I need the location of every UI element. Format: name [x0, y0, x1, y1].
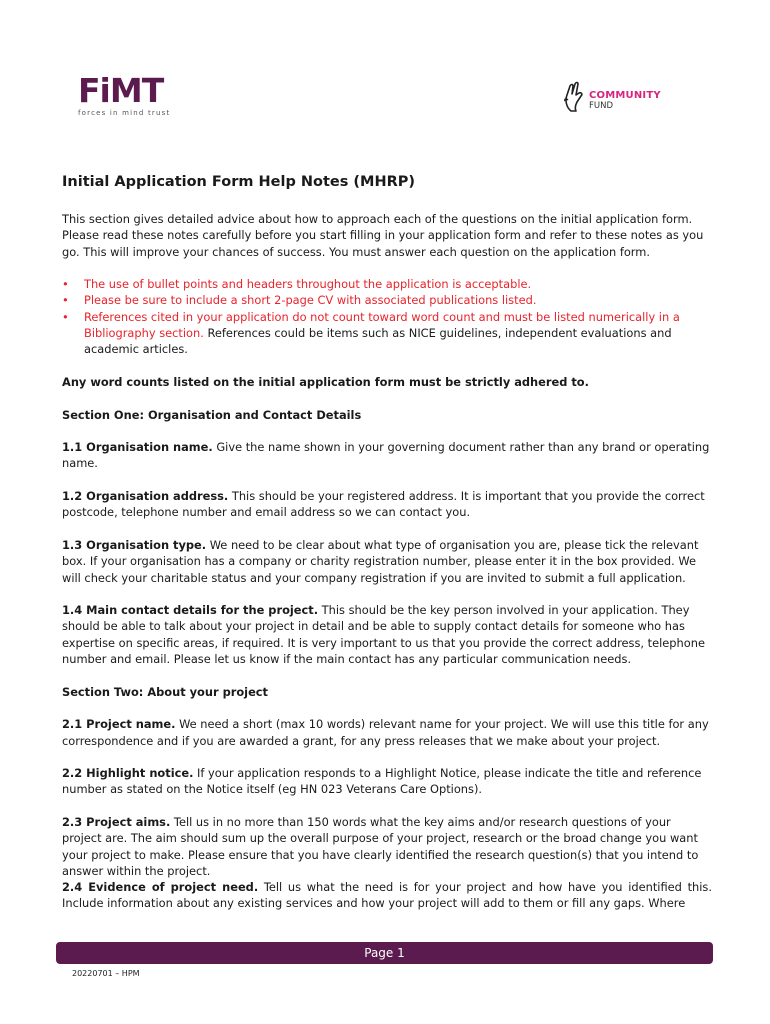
bullet-item — [62, 276, 712, 292]
section-two-heading: Section Two: About your project — [62, 684, 268, 699]
item-2-2 — [62, 765, 712, 798]
bullet-item — [62, 292, 712, 308]
fimt-tagline: forces in mind trust — [78, 109, 171, 117]
item-label: 2.1 Project name. — [62, 717, 176, 732]
item-text: We need a short (max 10 words) relevant name for your project. We will use this title for any correspondence and if you are awarded a grant, for any press releases that we make about your project. — [62, 717, 709, 748]
item-1-3 — [62, 537, 712, 586]
item-text: This should be the key person involved in your application. They should be able to talk about your project in detail and be able to supply contact details for someone who has expertise on specific areas, if required. It is very important to us that you provide the correct address, telephone number and email. Please let us know if the main contact has any particular communication needs. — [62, 603, 705, 667]
item-text: This should be your registered address. It is important that you provide the correct postcode, telephone number and email address so we can contact you. — [62, 489, 705, 520]
item-label: 2.4 Evidence of project need. — [62, 880, 259, 895]
community-fund-text: COMMUNITY — [589, 90, 661, 101]
document-title: Initial Application Form Help Notes (MHRP) — [62, 174, 416, 190]
item-1-2 — [62, 488, 712, 521]
item-2-4 — [62, 879, 712, 912]
bullet-icon: • — [62, 309, 69, 324]
word-count-notice: Any word counts listed on the initial application form must be strictly adhered to. — [62, 374, 589, 389]
item-label: 1.2 Organisation address. — [62, 489, 229, 504]
page-number-bar — [56, 942, 713, 964]
document-code: 20220701 – HPM — [72, 969, 140, 978]
item-text: Tell us in no more than 150 words what the key aims and/or research questions of your project are. The aim should sum up the overall purpose of your project, research or the broad change you want your project to make. Please ensure that you have clearly identified the research question(s) that you intend to answer within the project. — [62, 814, 699, 878]
fimt-logo — [78, 71, 178, 118]
item-label: 2.2 Highlight notice. — [62, 766, 194, 781]
section-one-heading: Section One: Organisation and Contact Details — [62, 407, 362, 422]
item-text: We need to be clear about what type of organisation you are, please tick the relevant box. If your organisation has a company or charity registration number, please enter it in the box provided. We will check your charitable status and your company registration if you are invited to submit a full application. — [62, 537, 699, 585]
community-fund-logo — [562, 80, 682, 116]
item-2-3 — [62, 814, 712, 879]
guidance-bullet-list — [62, 276, 712, 357]
crossed-fingers-icon — [562, 80, 588, 114]
item-text: Give the name shown in your governing document rather than any brand or operating name. — [62, 440, 710, 471]
bullet-text: References cited in your application do not count toward word count and must be listed numerically in a Bibliography section. — [84, 309, 680, 341]
bullet-text: The use of bullet points and headers throughout the application is acceptable. — [84, 277, 532, 292]
item-1-1 — [62, 439, 712, 472]
bullet-text: Please be sure to include a short 2-page CV with associated publications listed. — [84, 293, 537, 308]
page-number: Page 1 — [364, 946, 405, 960]
bullet-icon: • — [62, 277, 69, 292]
item-label: 1.3 Organisation type. — [62, 537, 207, 552]
bullet-item — [62, 309, 712, 358]
fimt-logo-text: FiMT — [78, 71, 164, 110]
item-label: 1.4 Main contact details for the project. — [62, 603, 319, 618]
item-text: Tell us what the need is for your project and how have you identified this. Include information about any existing services and how your project will add to them or fill any gaps. Where — [62, 880, 712, 911]
item-2-1 — [62, 716, 712, 749]
item-label: 1.1 Organisation name. — [62, 440, 213, 455]
item-label: 2.3 Project aims. — [62, 814, 171, 829]
bullet-icon: • — [62, 293, 69, 308]
intro-paragraph: This section gives detailed advice about how to approach each of the questions on the initial application form. Please read these notes carefully before you start filling in your application form and refer to these notes as you go. This will improve your chances of success. You must answer each question on the application form. — [62, 212, 704, 259]
fund-text: FUND — [589, 101, 614, 111]
document-body — [62, 172, 712, 912]
bullet-text-extra: References could be items such as NICE guidelines, independent evaluations and academic articles. — [84, 326, 672, 357]
item-text: If your application responds to a Highlight Notice, please indicate the title and reference number as stated on the Notice itself (eg HN 023 Veterans Care Options). — [62, 766, 702, 797]
item-1-4 — [62, 602, 712, 667]
